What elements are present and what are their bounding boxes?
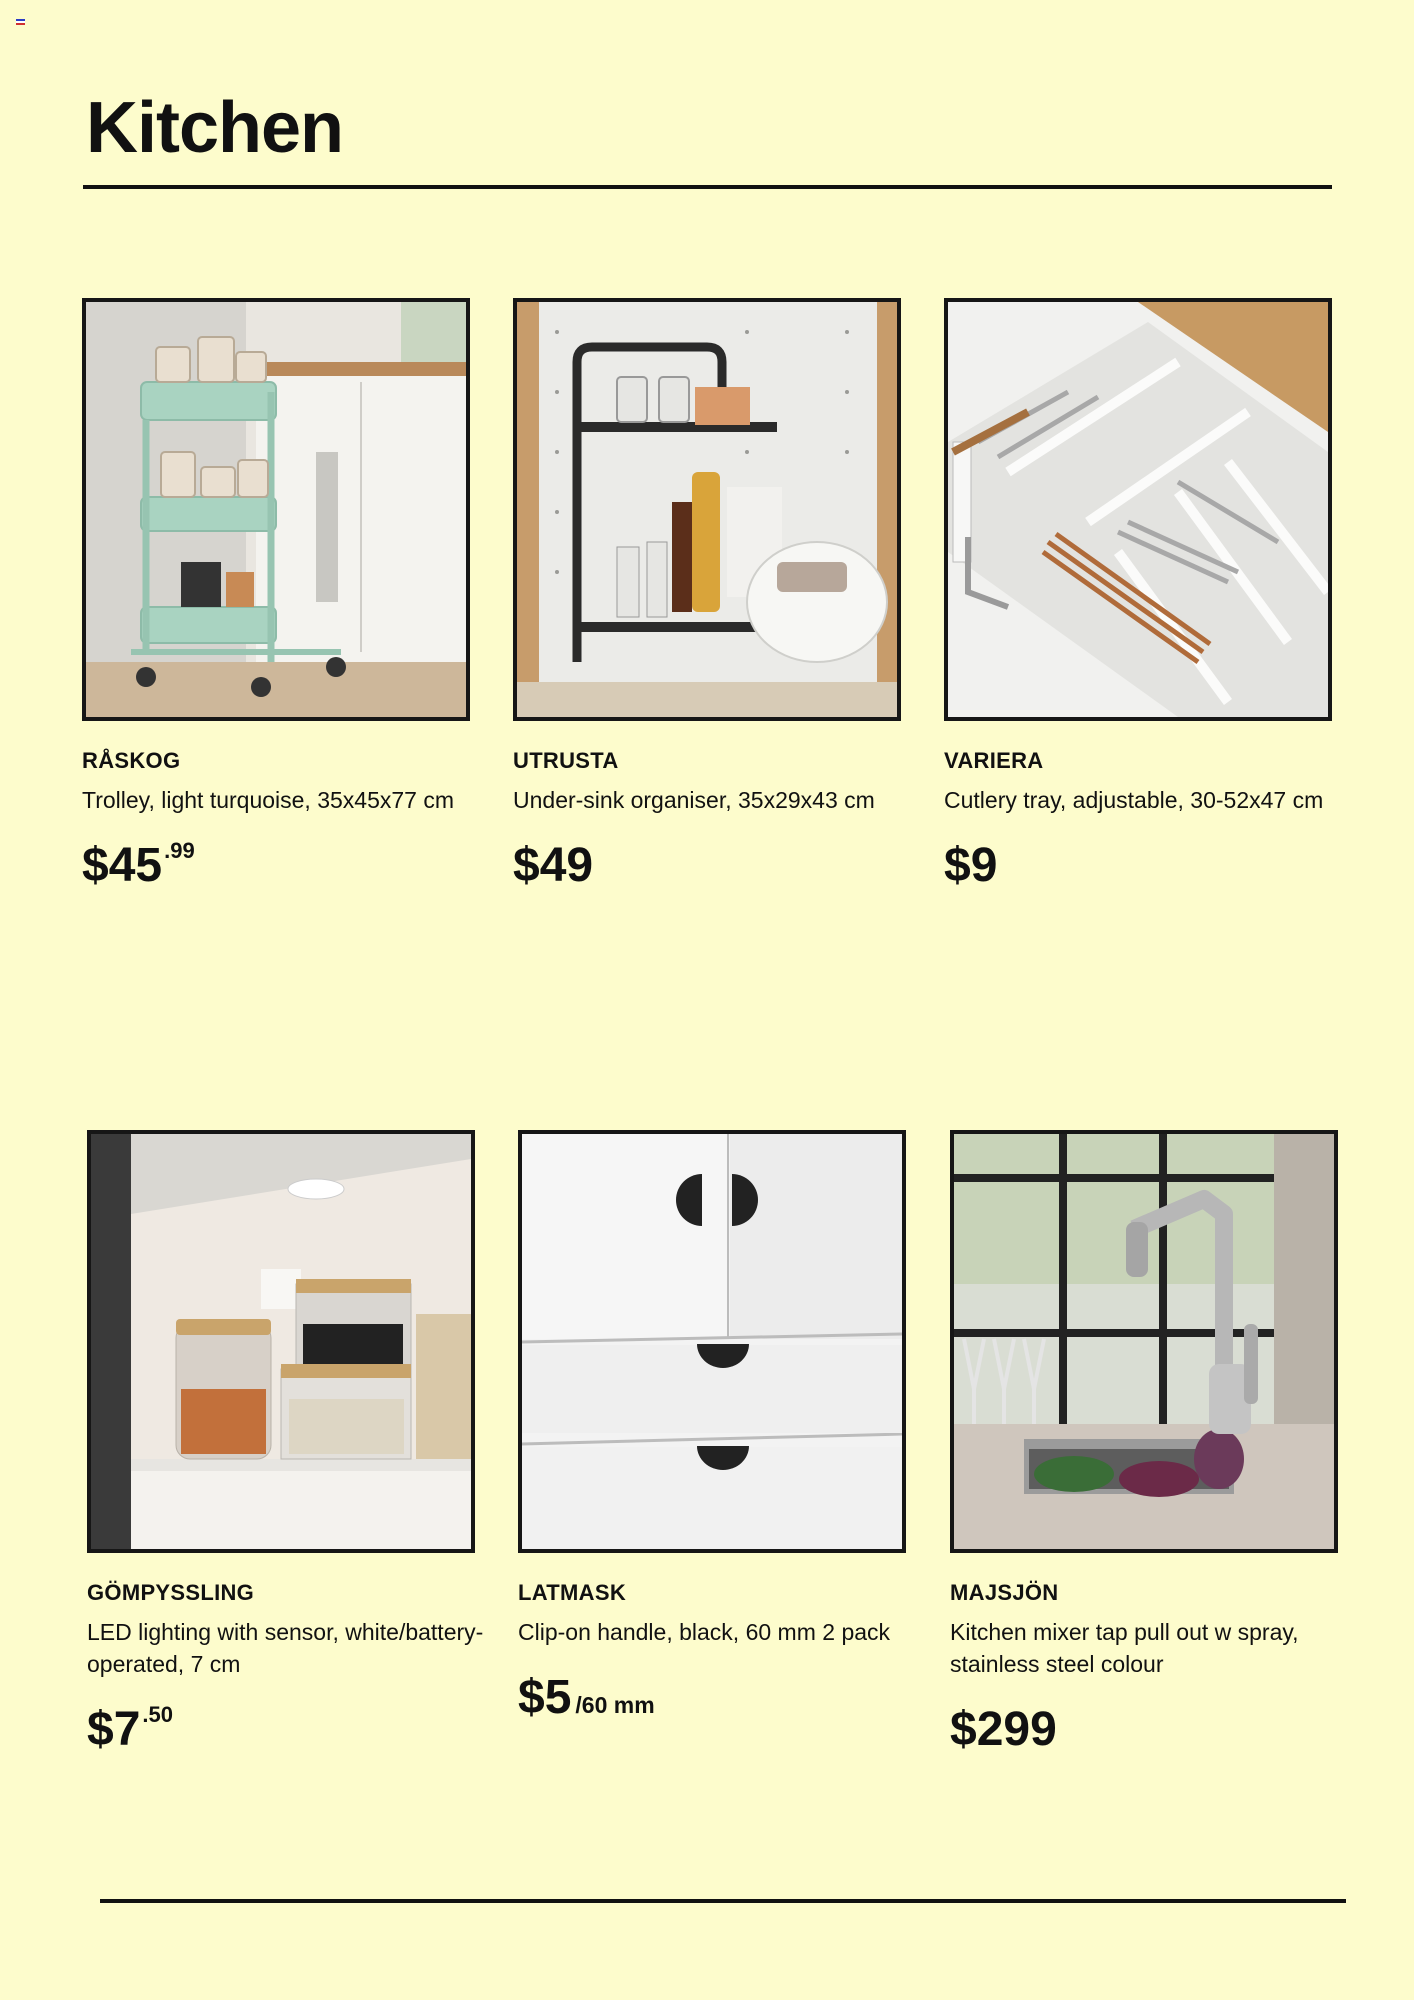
product-price xyxy=(82,838,522,892)
price-main: $299 xyxy=(950,1703,1057,1756)
product-name: VARIERA xyxy=(944,748,1044,773)
flag-icon xyxy=(16,19,25,25)
product-name: GÖMPYSSLING xyxy=(87,1580,255,1605)
product-name: LATMASK xyxy=(518,1580,627,1605)
price-main: $9 xyxy=(944,839,998,892)
page-title: Kitchen xyxy=(86,88,344,168)
product-description: Cutlery tray, adjustable, 30-52x47 cm xyxy=(944,787,1324,813)
product-card-latmask[interactable] xyxy=(518,1130,958,1722)
product-name: UTRUSTA xyxy=(513,748,619,773)
product-image-organiser[interactable] xyxy=(513,298,901,721)
product-image-handles[interactable] xyxy=(518,1130,906,1553)
top-divider xyxy=(83,185,1332,189)
product-image-trolley[interactable] xyxy=(82,298,470,721)
bottom-divider xyxy=(100,1899,1346,1903)
product-name: MAJSJÖN xyxy=(950,1580,1059,1605)
product-image-led-light[interactable] xyxy=(87,1130,475,1553)
product-image-cutlery-tray[interactable] xyxy=(944,298,1332,721)
price-unit: /60 mm xyxy=(575,1692,655,1718)
price-cents: .50 xyxy=(142,1702,173,1727)
product-name: RÅSKOG xyxy=(82,748,181,773)
product-price xyxy=(87,1702,527,1756)
price-main: $45 xyxy=(82,839,163,892)
product-card-variera[interactable] xyxy=(944,298,1384,890)
product-price xyxy=(950,1703,1390,1756)
price-cents: .99 xyxy=(164,838,195,863)
product-card-utrusta[interactable] xyxy=(513,298,953,890)
product-description: LED lighting with sensor, white/battery-operated, 7 cm xyxy=(87,1619,484,1677)
price-main: $49 xyxy=(513,839,594,892)
product-card-gompyssling[interactable] xyxy=(87,1130,527,1754)
price-main: $7 xyxy=(87,1703,141,1756)
price-main: $5 xyxy=(518,1671,572,1724)
product-price xyxy=(513,839,953,892)
product-image-mixer-tap[interactable] xyxy=(950,1130,1338,1553)
product-card-raskog[interactable] xyxy=(82,298,522,890)
product-description: Trolley, light turquoise, 35x45x77 cm xyxy=(82,787,455,813)
product-description: Under-sink organiser, 35x29x43 cm xyxy=(513,787,875,813)
product-description: Kitchen mixer tap pull out w spray, stainless steel colour xyxy=(950,1619,1299,1677)
product-price xyxy=(944,839,1384,892)
product-description: Clip-on handle, black, 60 mm 2 pack xyxy=(518,1619,891,1645)
product-card-majsjon[interactable] xyxy=(950,1130,1390,1754)
product-price xyxy=(518,1671,958,1724)
